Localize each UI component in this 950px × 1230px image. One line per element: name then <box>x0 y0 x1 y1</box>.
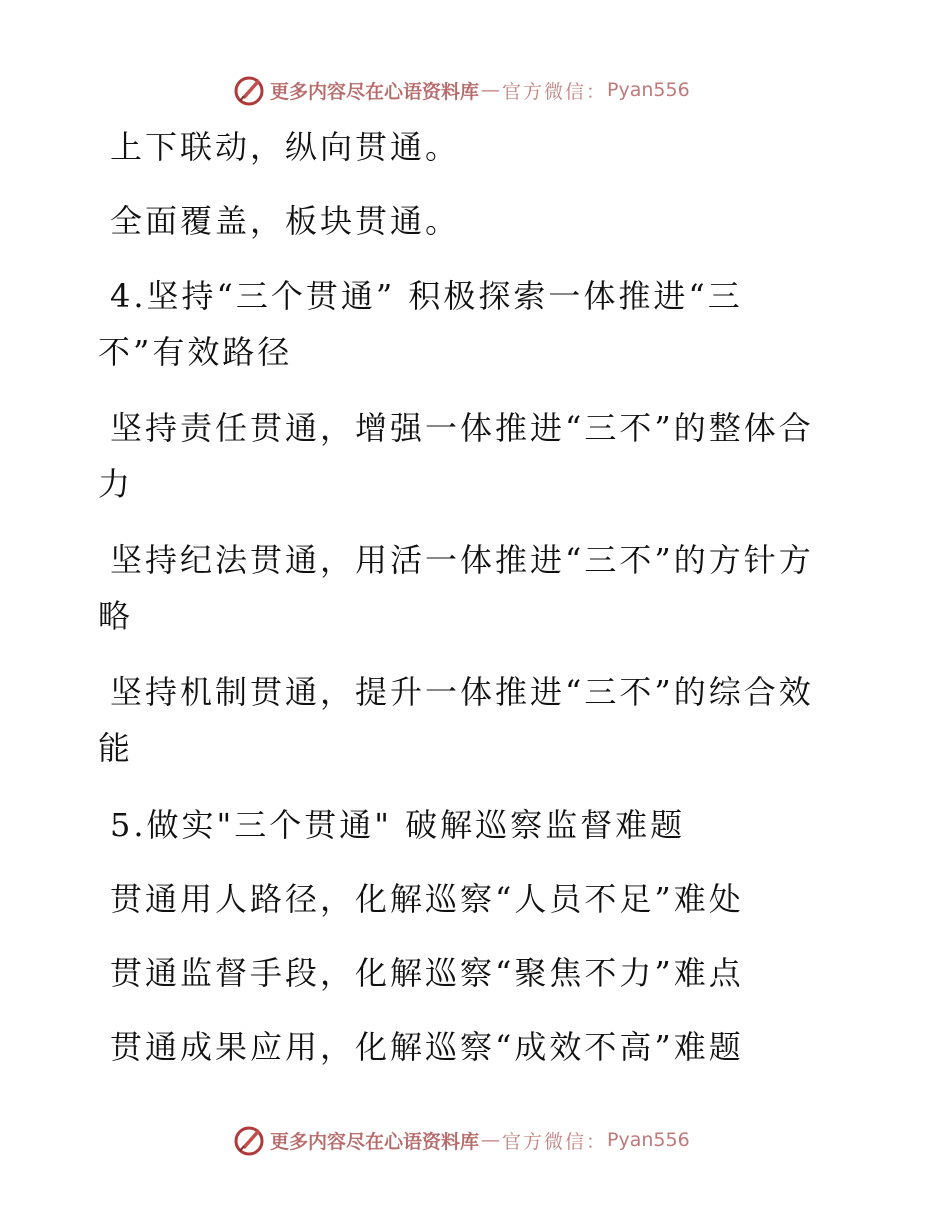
paragraph-text: 贯通成果应用，化解巡察“成效不高”难题 <box>110 1028 744 1066</box>
watermark-site-name: 更多内容尽在心语资料库 <box>270 80 480 103</box>
header-watermark <box>232 72 690 108</box>
quill-logo-icon <box>232 73 266 107</box>
paragraph-1 <box>98 119 838 175</box>
paragraph-7 <box>98 945 838 1001</box>
heading-text: 5.做实"三个贯通" 破解巡察监督难题 <box>110 806 686 844</box>
paragraph-text: 贯通监督手段，化解巡察“聚焦不力”难点 <box>110 954 744 992</box>
watermark-site-name: 更多内容尽在心语资料库 <box>270 1130 480 1153</box>
paragraph-text: 全面覆盖，板块贯通。 <box>110 202 461 240</box>
quill-logo-icon <box>232 1123 266 1157</box>
watermark-wechat-label: 官方微信： <box>502 80 608 103</box>
paragraph-8 <box>98 1019 838 1075</box>
paragraph-text: 上下联动，纵向贯通。 <box>110 128 461 166</box>
watermark-wechat-id: Pyan556 <box>607 79 690 101</box>
watermark-separator: — <box>481 79 501 101</box>
paragraph-2 <box>98 193 838 249</box>
paragraph-text: 坚持纪法贯通，用活一体推进“三不”的方针方略 <box>98 541 814 635</box>
paragraph-text: 坚持责任贯通，增强一体推进“三不”的整体合力 <box>98 409 814 503</box>
paragraph-text: 坚持机制贯通，提升一体推进“三不”的综合效能 <box>98 673 814 767</box>
paragraph-6 <box>98 871 838 927</box>
watermark-separator: — <box>481 1129 501 1151</box>
paragraph-5 <box>98 664 838 776</box>
heading-4 <box>98 268 788 380</box>
footer-watermark <box>232 1122 690 1158</box>
paragraph-text: 贯通用人路径，化解巡察“人员不足”难处 <box>110 880 744 918</box>
watermark-wechat-id: Pyan556 <box>607 1129 690 1151</box>
watermark-wechat-label: 官方微信： <box>502 1130 608 1153</box>
paragraph-4 <box>98 532 838 644</box>
paragraph-3 <box>98 400 838 512</box>
heading-text: 4.坚持“三个贯通” 积极探索一体推进“三不”有效路径 <box>98 277 743 371</box>
heading-5 <box>98 797 838 853</box>
